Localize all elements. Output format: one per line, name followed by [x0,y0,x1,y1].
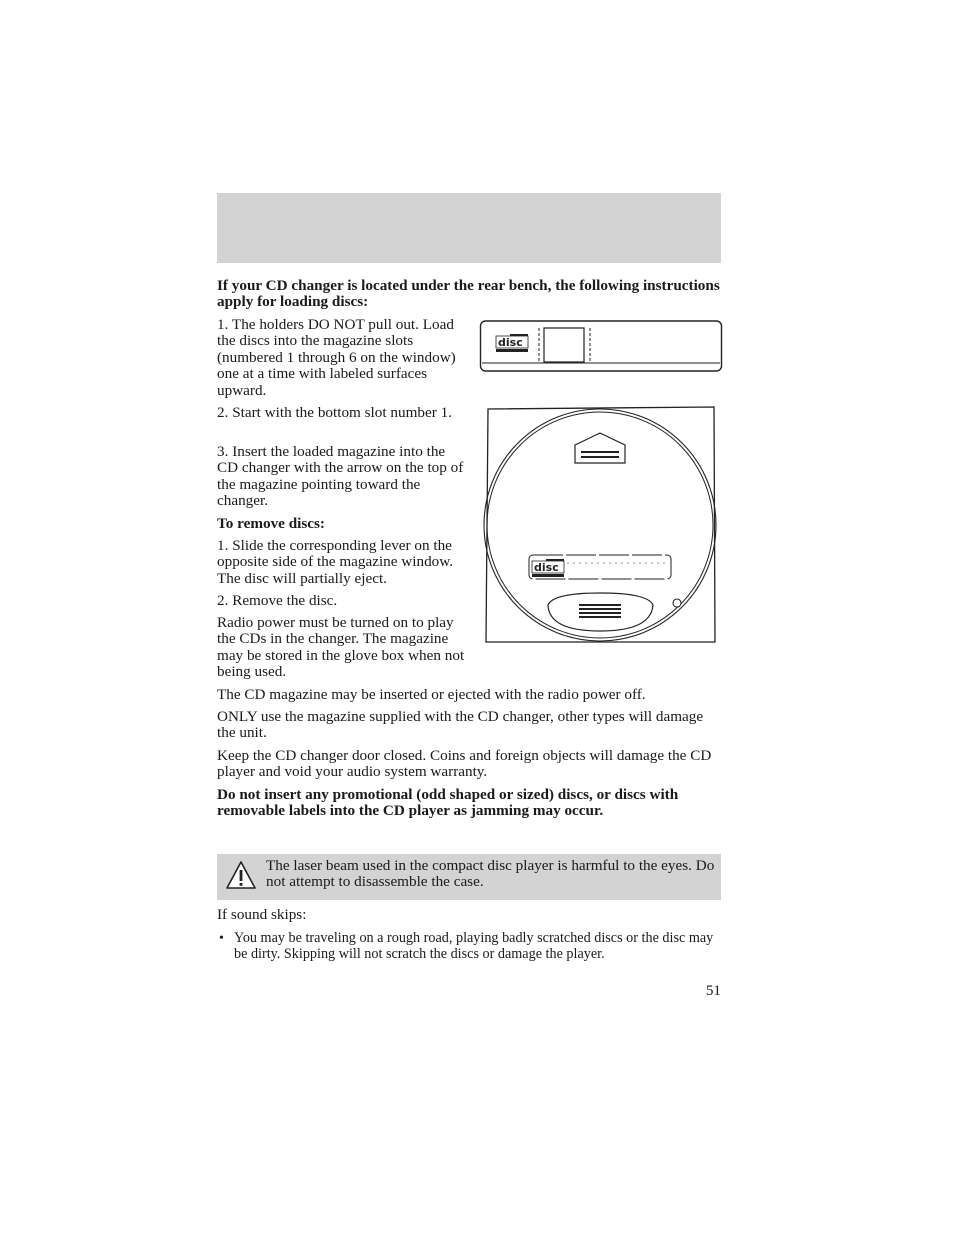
power-note: Radio power must be turned on to play the CDs in the changer. The magazine may be stored in the glove box when not being used. [217,614,465,681]
promo-warning: Do not insert any promotional (odd shaped or sized) discs, or discs with removable labels into the CD player as jamming may occur. [217,786,679,820]
page-number: 51 [705,982,721,999]
remove-step-2: 2. Remove the disc. [217,592,338,609]
compact-disc-logo-icon [532,559,564,577]
load-step-3: 3. Insert the loaded magazine into the CD changer with the arrow on the top of the magazine pointing toward the changer. [217,443,464,510]
cd-changer-slot-illustration [478,318,724,374]
svg-text:disc: disc [534,561,559,574]
door-note: Keep the CD changer door closed. Coins and foreign objects will damage the CD player and void your audio system warranty. [217,747,712,781]
section-header-band [217,193,721,263]
skip-bullet-1: You may be traveling on a rough road, playing badly scratched discs or the disc may be dirty. Skipping will not scratch the discs or damage the player. [234,930,714,963]
bullet-icon: • [219,931,224,946]
laser-warning-text: The laser beam used in the compact disc player is harmful to the eyes. Do not attempt to disassemble the case. [266,857,715,891]
insert-note: The CD magazine may be inserted or ejected with the radio power off. [217,686,646,703]
compact-disc-logo-icon [496,334,528,352]
only-note: ONLY use the magazine supplied with the CD changer, other types will damage the unit. [217,708,704,742]
cd-magazine-illustration [483,405,719,645]
laser-warning-box [217,854,721,900]
warning-triangle-icon [225,859,257,891]
intro-text: If your CD changer is located under the rear bench, the following instructions apply for loading discs: [217,277,720,311]
remove-heading: To remove discs: [217,515,325,532]
load-step-1: 1. The holders DO NOT pull out. Load the discs into the magazine slots (numbered 1 through 6 on the window) one at a time with labeled surfaces upward. [217,316,456,399]
load-step-2: 2. Start with the bottom slot number 1. [217,404,452,421]
skip-heading: If sound skips: [217,906,307,923]
svg-text:disc: disc [498,336,523,349]
remove-step-1: 1. Slide the corresponding lever on the opposite side of the magazine window. The disc will partially eject. [217,537,454,587]
